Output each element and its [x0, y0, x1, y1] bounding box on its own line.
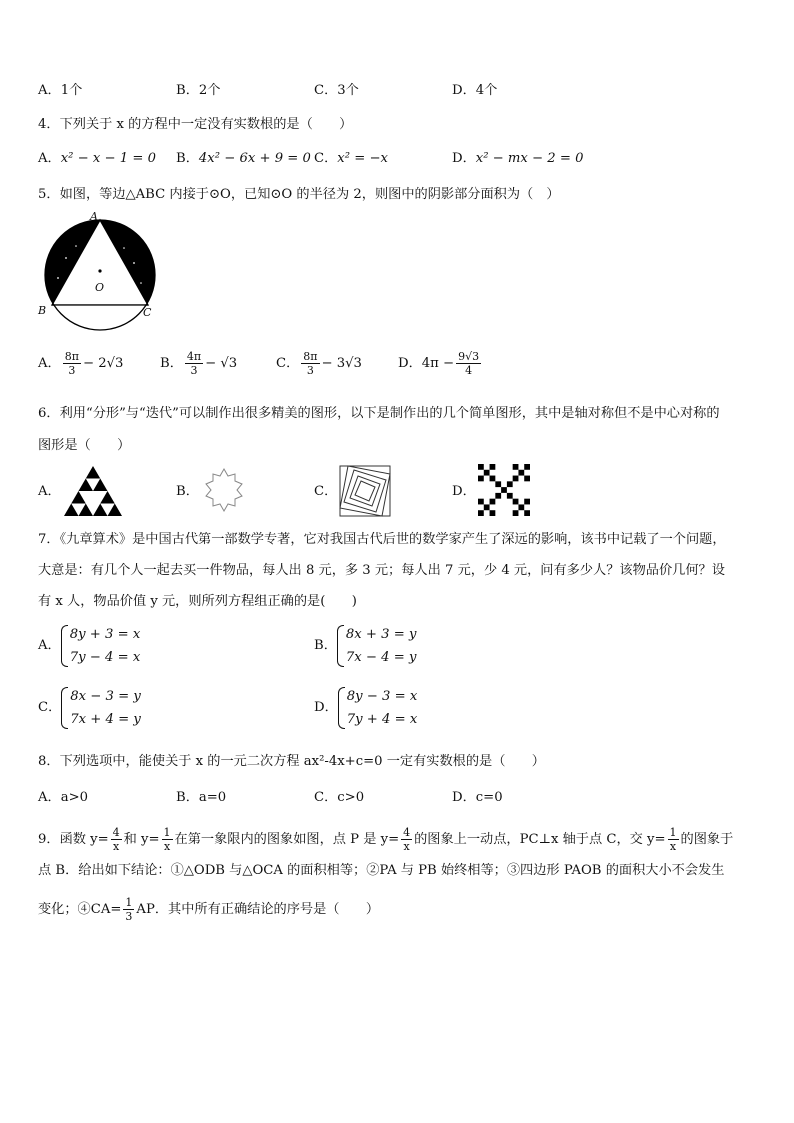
q7-option-c: C． 8x − 3 = y 7x + 4 = y [38, 685, 141, 731]
q9-stem-line3: 变化；④CA= $\frac{1}{3}$ AP．其中所有正确结论的序号是（ ） [38, 896, 380, 923]
q7-option-d: D． 8y − 3 = x 7y + 4 = x [314, 685, 417, 731]
q7-stem-line2: 大意是：有几个人一起去买一件物品，每人出 8 元，多 3 元；每人出 7 元，少 4 元，问有多少人？该物品价几何？设 [38, 563, 725, 578]
q8-stem: 8．下列选项中，能使关于 x 的一元二次方程 ax²-4x+c=0 一定有实数根的是（ ） [38, 754, 545, 769]
q9-stem-line2: 点 B．给出如下结论：①△ODB 与△OCA 的面积相等；②PA 与 PB 始终相等；③四边形 PAOB 的面积大小不会发生 [38, 863, 725, 878]
q8-option-b: B．a=0 [176, 790, 227, 805]
q6-stem-line1: 6．利用“分形”与“迭代”可以制作出很多精美的图形，以下是制作出的几个简单图形，其中是轴对称但不是中心对称的 [38, 406, 720, 421]
q4-option-b: B．4x² − 6x + 9 = 0 [176, 151, 311, 166]
q6-option-c-label: C． [314, 484, 338, 499]
q6-option-d-label: D． [452, 484, 476, 499]
q3-option-c: C．3个 [314, 83, 359, 98]
q5-label-b: B [38, 304, 47, 317]
rotated-squares-icon [338, 464, 392, 518]
sierpinski-triangle-icon [63, 465, 123, 517]
q4-option-c: C．x² = −x [314, 151, 388, 166]
koch-snowflake-icon [198, 466, 250, 516]
q7-option-b: B． 8x + 3 = y 7x − 4 = y [314, 623, 416, 669]
q3-option-d: D．4个 [452, 83, 498, 98]
q5-label-a: A [90, 210, 98, 223]
q5-option-b: B． $\frac{4\pi}{3}$ − √3 [160, 350, 238, 377]
q4-option-a: A．x² − x − 1 = 0 [38, 151, 156, 166]
q7-option-a: A． 8y + 3 = x 7y − 4 = x [38, 623, 140, 669]
q5-label-o: O [95, 281, 105, 294]
q4-stem: 4．下列关于 x 的方程中一定没有实数根的是（ ） [38, 117, 353, 132]
q5-option-a: A． $\frac{8\pi}{3}$ − 2√3 [38, 350, 124, 377]
q9-stem-line1: 9．函数 y= $\frac{4}{x}$ 和 y= $\frac{1}{x}$ 在第一象限内的图象如图，点 P 是 y= $\frac{4}{x}$ 的图象上一动点，PC⊥x 轴于点 C，交 y= $\frac{1}{x}$ 的图象于 [38, 826, 734, 853]
q5-option-d: D．4π − $\frac{9√3}{4}$ [398, 350, 480, 377]
q5-stem: 5．如图，等边△ABC 内接于⊙O，已知⊙O 的半径为 2，则图中的阴影部分面积为（ ） [38, 187, 560, 202]
q7-stem-line1: 7．《九章算术》是中国古代第一部数学专著，它对我国古代后世的数学家产生了深远的影响，该书中记载了一个问题， [38, 532, 726, 547]
q8-option-c: C．c>0 [314, 790, 365, 805]
q8-option-d: D．c=0 [452, 790, 503, 805]
q4-option-d: D．x² − mx − 2 = 0 [452, 151, 584, 166]
q6-option-b-label: B． [176, 484, 199, 499]
vicsek-fractal-icon [478, 464, 530, 516]
q3-option-b: B．2个 [176, 83, 221, 98]
q5-label-c: C [143, 306, 152, 319]
q8-option-a: A．a>0 [38, 790, 89, 805]
q6-stem-line2: 图形是（ ） [38, 438, 131, 453]
q7-stem-line3: 有 x 人，物品价值 y 元，则所列方程组正确的是( ) [38, 594, 357, 609]
q3-option-a: A．1个 [38, 83, 83, 98]
q6-option-a-label: A． [38, 484, 61, 499]
q5-option-c: C． $\frac{8\pi}{3}$ − 3√3 [276, 350, 362, 377]
